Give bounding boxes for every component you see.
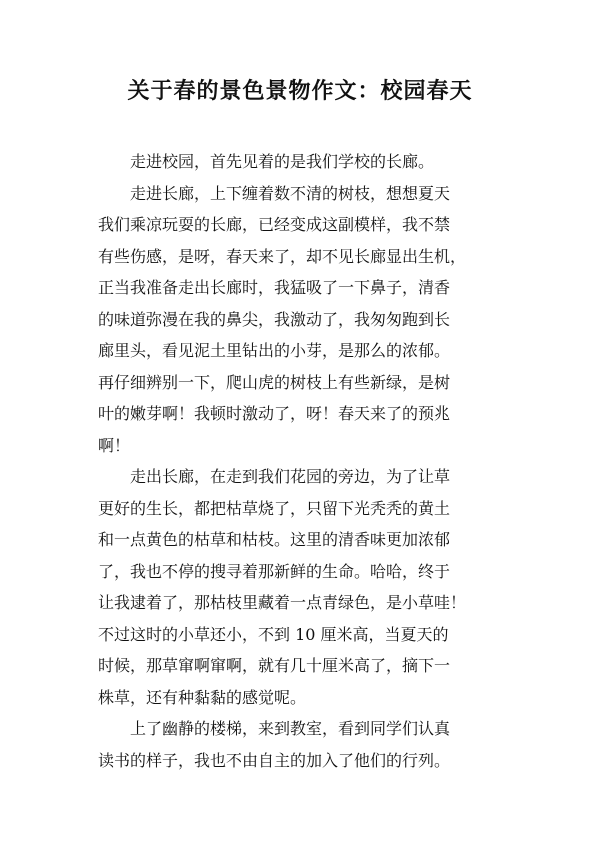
paragraph-line: 上了幽静的楼梯，来到教室，看到同学们认真 xyxy=(130,719,451,738)
paragraph-line: 走出长廊，在走到我们花园的旁边，为了让草 xyxy=(130,467,451,486)
essay-body xyxy=(98,146,506,776)
paragraph-line: 啊！ xyxy=(98,435,131,455)
paragraph-line: 廊里头，看见泥土里钻出的小芽，是那么的浓郁。 xyxy=(98,341,451,360)
paragraph-line: 正当我准备走出长廊时，我猛吸了一下鼻子，清香 xyxy=(98,278,451,297)
paragraph-line: 走进长廊，上下缠着数不清的树枝，想想夏天 xyxy=(130,183,451,203)
paragraph-line: 时候，那草窜啊窜啊，就有几十厘米高了，摘下一 xyxy=(98,656,451,675)
essay-paragraph xyxy=(98,178,506,462)
essay-paragraph xyxy=(98,713,506,776)
paragraph-line: 让我逮着了，那枯枝里藏着一点青绿色，是小草哇！ xyxy=(98,593,467,612)
paragraph-line: 叶的嫩芽啊！我顿时激动了，呀！春天来了的预兆 xyxy=(98,404,451,423)
paragraph-line: 读书的样子，我也不由自主的加入了他们的行列。 xyxy=(98,750,451,770)
essay-paragraph xyxy=(98,461,506,713)
paragraph-line: 不过这时的小草还小，不到 10 厘米高，当夏天的 xyxy=(98,624,449,644)
paragraph-line: 株草，还有种黏黏的感觉呢。 xyxy=(98,687,307,707)
paragraph-line: 有些伤感，是呀，春天来了，却不见长廊显出生机， xyxy=(98,246,467,266)
paragraph-line: 我们乘凉玩耍的长廊，已经变成这副模样，我不禁 xyxy=(98,215,451,234)
paragraph-line: 走进校园，首先见着的是我们学校的长廊。 xyxy=(130,152,435,171)
essay-paragraph xyxy=(98,146,506,178)
paragraph-line: 更好的生长，都把枯草烧了，只留下光秃秃的黄土 xyxy=(98,498,451,518)
paragraph-line: 的味道弥漫在我的鼻尖，我激动了，我匆匆跑到长 xyxy=(98,309,451,329)
essay-title: 关于春的景色景物作文：校园春天 xyxy=(127,79,473,104)
paragraph-line: 了，我也不停的搜寻着那新鲜的生命。哈哈，终于 xyxy=(98,561,451,581)
paragraph-line: 再仔细辨别一下，爬山虎的树枝上有些新绿，是树 xyxy=(98,372,451,392)
paragraph-line: 和一点黄色的枯草和枯枝。这里的清香味更加浓郁 xyxy=(98,530,451,549)
